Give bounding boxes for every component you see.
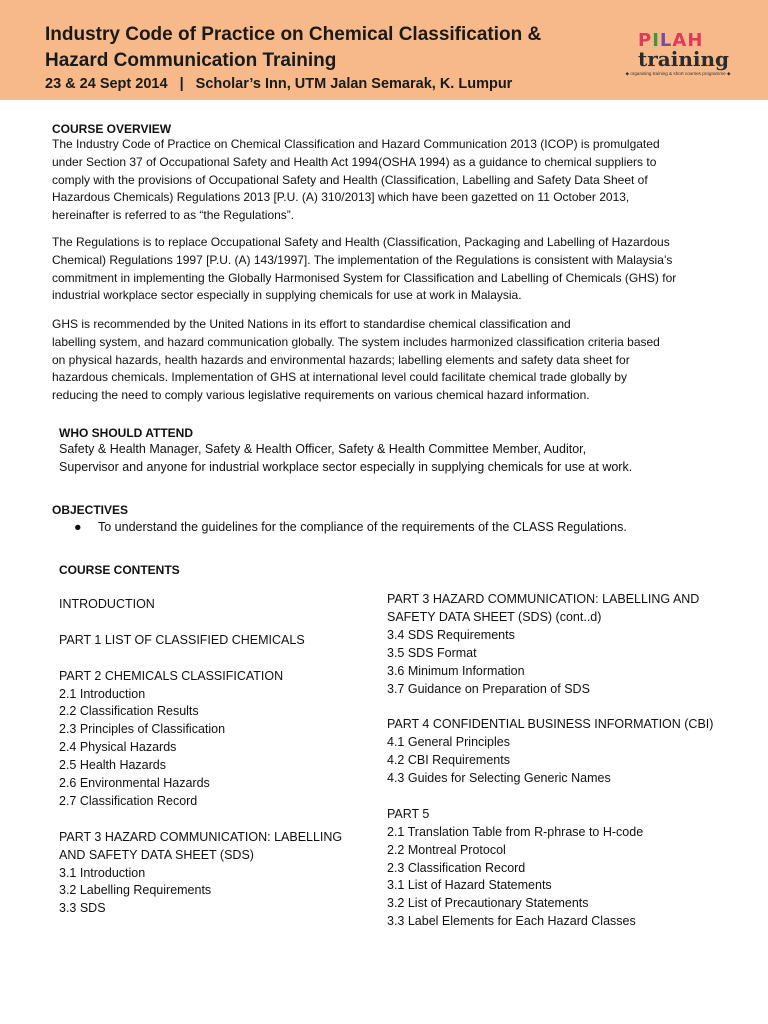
objectives-heading: OBJECTIVES xyxy=(52,503,129,517)
separator: | xyxy=(179,76,184,92)
content-item: 2.1 Introduction xyxy=(59,686,146,701)
header-banner xyxy=(0,0,768,100)
pilah-training-logo xyxy=(624,30,732,82)
content-item: 2.5 Health Hazards xyxy=(59,758,167,773)
logo-subword: training xyxy=(638,47,729,71)
content-item: AND SAFETY DATA SHEET (SDS) xyxy=(59,847,254,862)
content-item: INTRODUCTION xyxy=(59,597,155,611)
content-item: 4.2 CBI Requirements xyxy=(387,753,510,768)
content-item: 3.2 List of Precautionary Statements xyxy=(387,896,589,911)
content-item: 2.4 Physical Hazards xyxy=(59,740,177,755)
event-details xyxy=(45,76,512,92)
content-item: 3.4 SDS Requirements xyxy=(387,627,515,642)
content-item: 4.1 General Principles xyxy=(387,735,510,750)
content-item: SAFETY DATA SHEET (SDS) (cont..d) xyxy=(387,609,602,624)
overview-paragraph-2: The Regulations is to replace Occupational Safety and Health (Classification, Packaging and Labelling of Hazardous Chemical) Regulations 1997 [P.U. (A) 143/1997]. The implementation of the Regulations is consistent with Malaysia’s commitment in implementing the Globally Harmonised System for Classification and Labelling of Chemicals (GHS) for industrial workplace sector especially in supplying chemicals for use at work in Malaysia. xyxy=(52,235,677,303)
content-item: 3.3 Label Elements for Each Hazard Classes xyxy=(387,914,636,929)
title-line: Industry Code of Practice on Chemical Classification & xyxy=(45,24,542,45)
content-item: 3.6 Minimum Information xyxy=(387,663,525,678)
content-item: 2.2 Montreal Protocol xyxy=(387,842,506,857)
overview-paragraph-3: GHS is recommended by the United Nations in its effort to standardise chemical classification and labelling system, and hazard communication globally. The system includes harmonized classification criteria based on physical hazards, health hazards and environmental hazards; labelling elements and safety data sheet for hazardous chemicals. Implementation of GHS at international level could facilitate chemical trade globally by reducing the need to comply various legislative requirements on various chemical hazard information. xyxy=(52,317,660,403)
contents-right-column xyxy=(387,591,713,931)
content-item: 2.3 Classification Record xyxy=(387,860,526,875)
content-item: 3.1 Introduction xyxy=(59,865,146,880)
content-item: 2.2 Classification Results xyxy=(59,704,199,719)
content-item: PART 4 CONFIDENTIAL BUSINESS INFORMATION (CBI) xyxy=(387,717,714,732)
document-title xyxy=(45,22,605,74)
course-overview-heading: COURSE OVERVIEW xyxy=(52,122,172,136)
objective-item xyxy=(74,520,627,534)
content-item: 3.3 SDS xyxy=(59,901,106,916)
content-item: PART 2 CHEMICALS CLASSIFICATION xyxy=(59,668,284,683)
logo-tagline: ◆ organising training & short courses programme ◆ xyxy=(625,71,731,76)
who-should-attend-heading: WHO SHOULD ATTEND xyxy=(59,426,193,440)
content-item: 2.1 Translation Table from R-phrase to H-code xyxy=(387,824,644,839)
content-item: PART 3 HAZARD COMMUNICATION: LABELLING xyxy=(59,829,343,844)
contents-left-column xyxy=(59,596,342,918)
content-item: PART 5 xyxy=(387,806,430,821)
overview-paragraph-1: The Industry Code of Practice on Chemical Classification and Hazard Communication 2013 (ICOP) is promulgated under Section 37 of Occupational Safety and Health Act 1994(OSHA 1994) as a guidance to chemical suppliers to comply with the provisions of Occupational Safety and Health (Classification, Labelling and Safety Data Sheet of Hazardous Chemicals) Regulations 2013 [P.U. (A) 310/2013] which have been gazetted on 11 October 2013, hereinafter is referred to as “the Regulations”. xyxy=(52,137,660,223)
content-item: 3.1 List of Hazard Statements xyxy=(387,878,552,893)
objective-text: To understand the guidelines for the compliance of the requirements of the CLASS Regulations. xyxy=(98,520,627,534)
attendees-text: Safety & Health Manager, Safety & Health Officer, Safety & Health Committee Member, Auditor, Supervisor and anyone for industrial workplace sector especially in supplying chemicals for use at work. xyxy=(59,442,633,474)
title-line: Hazard Communication Training xyxy=(45,50,337,71)
content-item: 2.3 Principles of Classification xyxy=(59,722,226,737)
content-item: 2.6 Environmental Hazards xyxy=(59,776,210,791)
content-item: PART 1 LIST OF CLASSIFIED CHEMICALS xyxy=(59,632,305,647)
content-item: 3.5 SDS Format xyxy=(387,645,477,660)
content-item: 3.7 Guidance on Preparation of SDS xyxy=(387,681,590,696)
event-dates: 23 & 24 Sept 2014 xyxy=(45,76,168,92)
content-item: 4.3 Guides for Selecting Generic Names xyxy=(387,771,611,786)
logo-wordmark: PILAH xyxy=(638,30,704,51)
course-contents-heading: COURSE CONTENTS xyxy=(59,563,180,577)
content-item: 3.2 Labelling Requirements xyxy=(59,883,212,898)
bullet-icon: ● xyxy=(74,520,82,534)
event-venue: Scholar’s Inn, UTM Jalan Semarak, K. Lumpur xyxy=(195,76,513,92)
content-item: 2.7 Classification Record xyxy=(59,793,198,808)
content-item: PART 3 HAZARD COMMUNICATION: LABELLING AND xyxy=(387,592,700,606)
